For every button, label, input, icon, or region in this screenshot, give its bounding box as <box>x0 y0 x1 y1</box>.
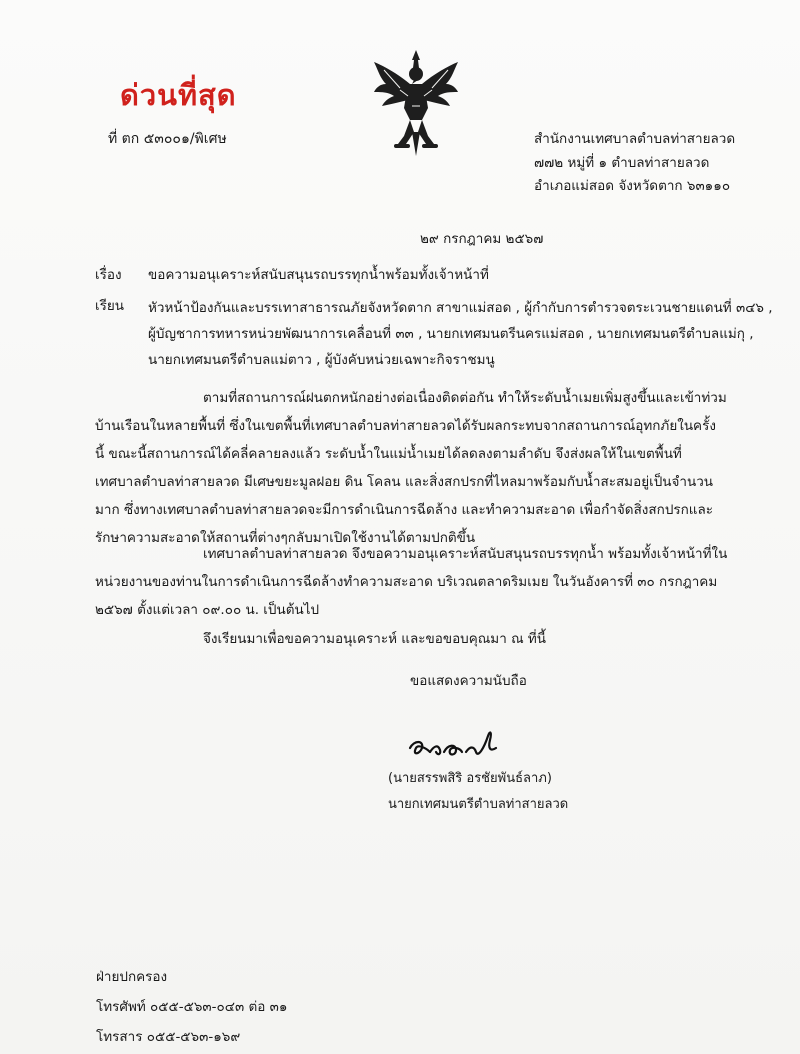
handwritten-signature-icon <box>404 718 524 768</box>
body-paragraph-1 <box>95 384 755 552</box>
paragraph-line: หน่วยงานของท่านในการดำเนินการฉีดล้างทำความสะอาด บริเวณตลาดริมเมย ในวันอังคารที่ ๓๐ กรกฎาคม <box>95 574 718 590</box>
reference-number: ที่ ตก ๕๓๐๐๑/พิเศษ <box>108 131 227 147</box>
urgency-label: ด่วนที่สุด <box>120 78 237 112</box>
paragraph-line: ตามที่สถานการณ์ฝนตกหนักอย่างต่อเนื่องติดต่อกัน ทำให้ระดับน้ำเมยเพิ่มสูงขึ้นและเข้าท่วม <box>203 390 727 406</box>
footer-department: ฝ่ายปกครอง <box>96 969 168 985</box>
recipient-label: เรียน <box>95 298 125 314</box>
paragraph-line: เทศบาลตำบลท่าสายลวด จึงขอความอนุเคราะห์สนับสนุนรถบรรทุกน้ำ พร้อมทั้งเจ้าหน้าที่ใน <box>203 546 728 562</box>
contact-footer <box>96 962 287 1052</box>
body-paragraph-2 <box>95 540 755 624</box>
footer-fax: โทรสาร ๐๕๕-๕๖๓-๑๖๙ <box>96 1029 241 1045</box>
letter-date: ๒๙ กรกฎาคม ๒๕๖๗ <box>420 231 544 247</box>
signer-position: นายกเทศมนตรีตำบลท่าสายลวด <box>388 797 569 812</box>
paragraph-line: บ้านเรือนในหลายพื้นที่ ซึ่งในเขตพื้นที่เทศบาลตำบลท่าสายลวดได้รับผลกระทบจากสถานการณ์อุทกภัยในครั้ง <box>95 418 716 434</box>
recipient-line: หัวหน้าป้องกันและบรรเทาสาธารณภัยจังหวัดตาก สาขาแม่สอด , ผู้กำกับการตำรวจตระเวนชายแดนที่ ๓๔๖ , <box>148 300 773 316</box>
recipient-list <box>148 295 788 373</box>
regards-text: ขอแสดงความนับถือ <box>410 673 527 689</box>
garuda-emblem-icon <box>370 48 462 160</box>
signer-name: (นายสรรพสิริ อรชัยพันธ์ลาภ) <box>388 771 552 786</box>
sender-address <box>534 128 794 199</box>
footer-phone: โทรศัพท์ ๐๕๕-๕๖๓-๐๔๓ ต่อ ๓๑ <box>96 999 288 1015</box>
sender-address-line: สำนักงานเทศบาลตำบลท่าสายลวด <box>534 131 736 147</box>
paragraph-line: ๒๕๖๗ ตั้งแต่เวลา ๐๙.๐๐ น. เป็นต้นไป <box>95 602 320 618</box>
sender-address-line: อำเภอแม่สอด จังหวัดตาก ๖๓๑๑๐ <box>534 178 731 195</box>
recipient-line: ผู้บัญชาการทหารหน่วยพัฒนาการเคลื่อนที่ ๓๓ , นายกเทศมนตรีนครแม่สอด , นายกเทศมนตรีตำบลแม่กุ , <box>148 326 754 342</box>
paragraph-line: นี้ ขณะนี้สถานการณ์ได้คลี่คลายลงแล้ว ระดับน้ำในแม่น้ำเมยได้ลดลงตามลำดับ จึงส่งผลให้ในเขตพื้นที่ <box>95 446 682 462</box>
sender-address-line: ๗๗๒ หมู่ที่ ๑ ตำบลท่าสายลวด <box>534 154 710 171</box>
paragraph-line: เทศบาลตำบลท่าสายลวด มีเศษขยะมูลฝอย ดิน โคลน และสิ่งสกปรกที่ไหลมาพร้อมกับน้ำสะสมอยู่เป็นจำนวน <box>95 474 714 490</box>
closing-sentence: จึงเรียนมาเพื่อขอความอนุเคราะห์ และขอขอบคุณมา ณ ที่นี้ <box>203 631 547 647</box>
subject-label: เรื่อง <box>95 267 122 283</box>
paragraph-line: มาก ซึ่งทางเทศบาลตำบลท่าสายลวดจะมีการดำเนินการฉีดล้าง และทำความสะอาด เพื่อกำจัดสิ่งสกปรกและ <box>95 502 714 518</box>
subject-text: ขอความอนุเคราะห์สนับสนุนรถบรรทุกน้ำพร้อมทั้งเจ้าหน้าที่ <box>148 267 489 283</box>
recipient-line: นายกเทศมนตรีตำบลแม่ตาว , ผู้บังคับหน่วยเฉพาะกิจราชมนู <box>148 352 495 368</box>
paragraph-line: รักษาความสะอาดให้สถานที่ต่างๆกลับมาเปิดใช้งานได้ตามปกติขึ้น <box>95 530 476 546</box>
